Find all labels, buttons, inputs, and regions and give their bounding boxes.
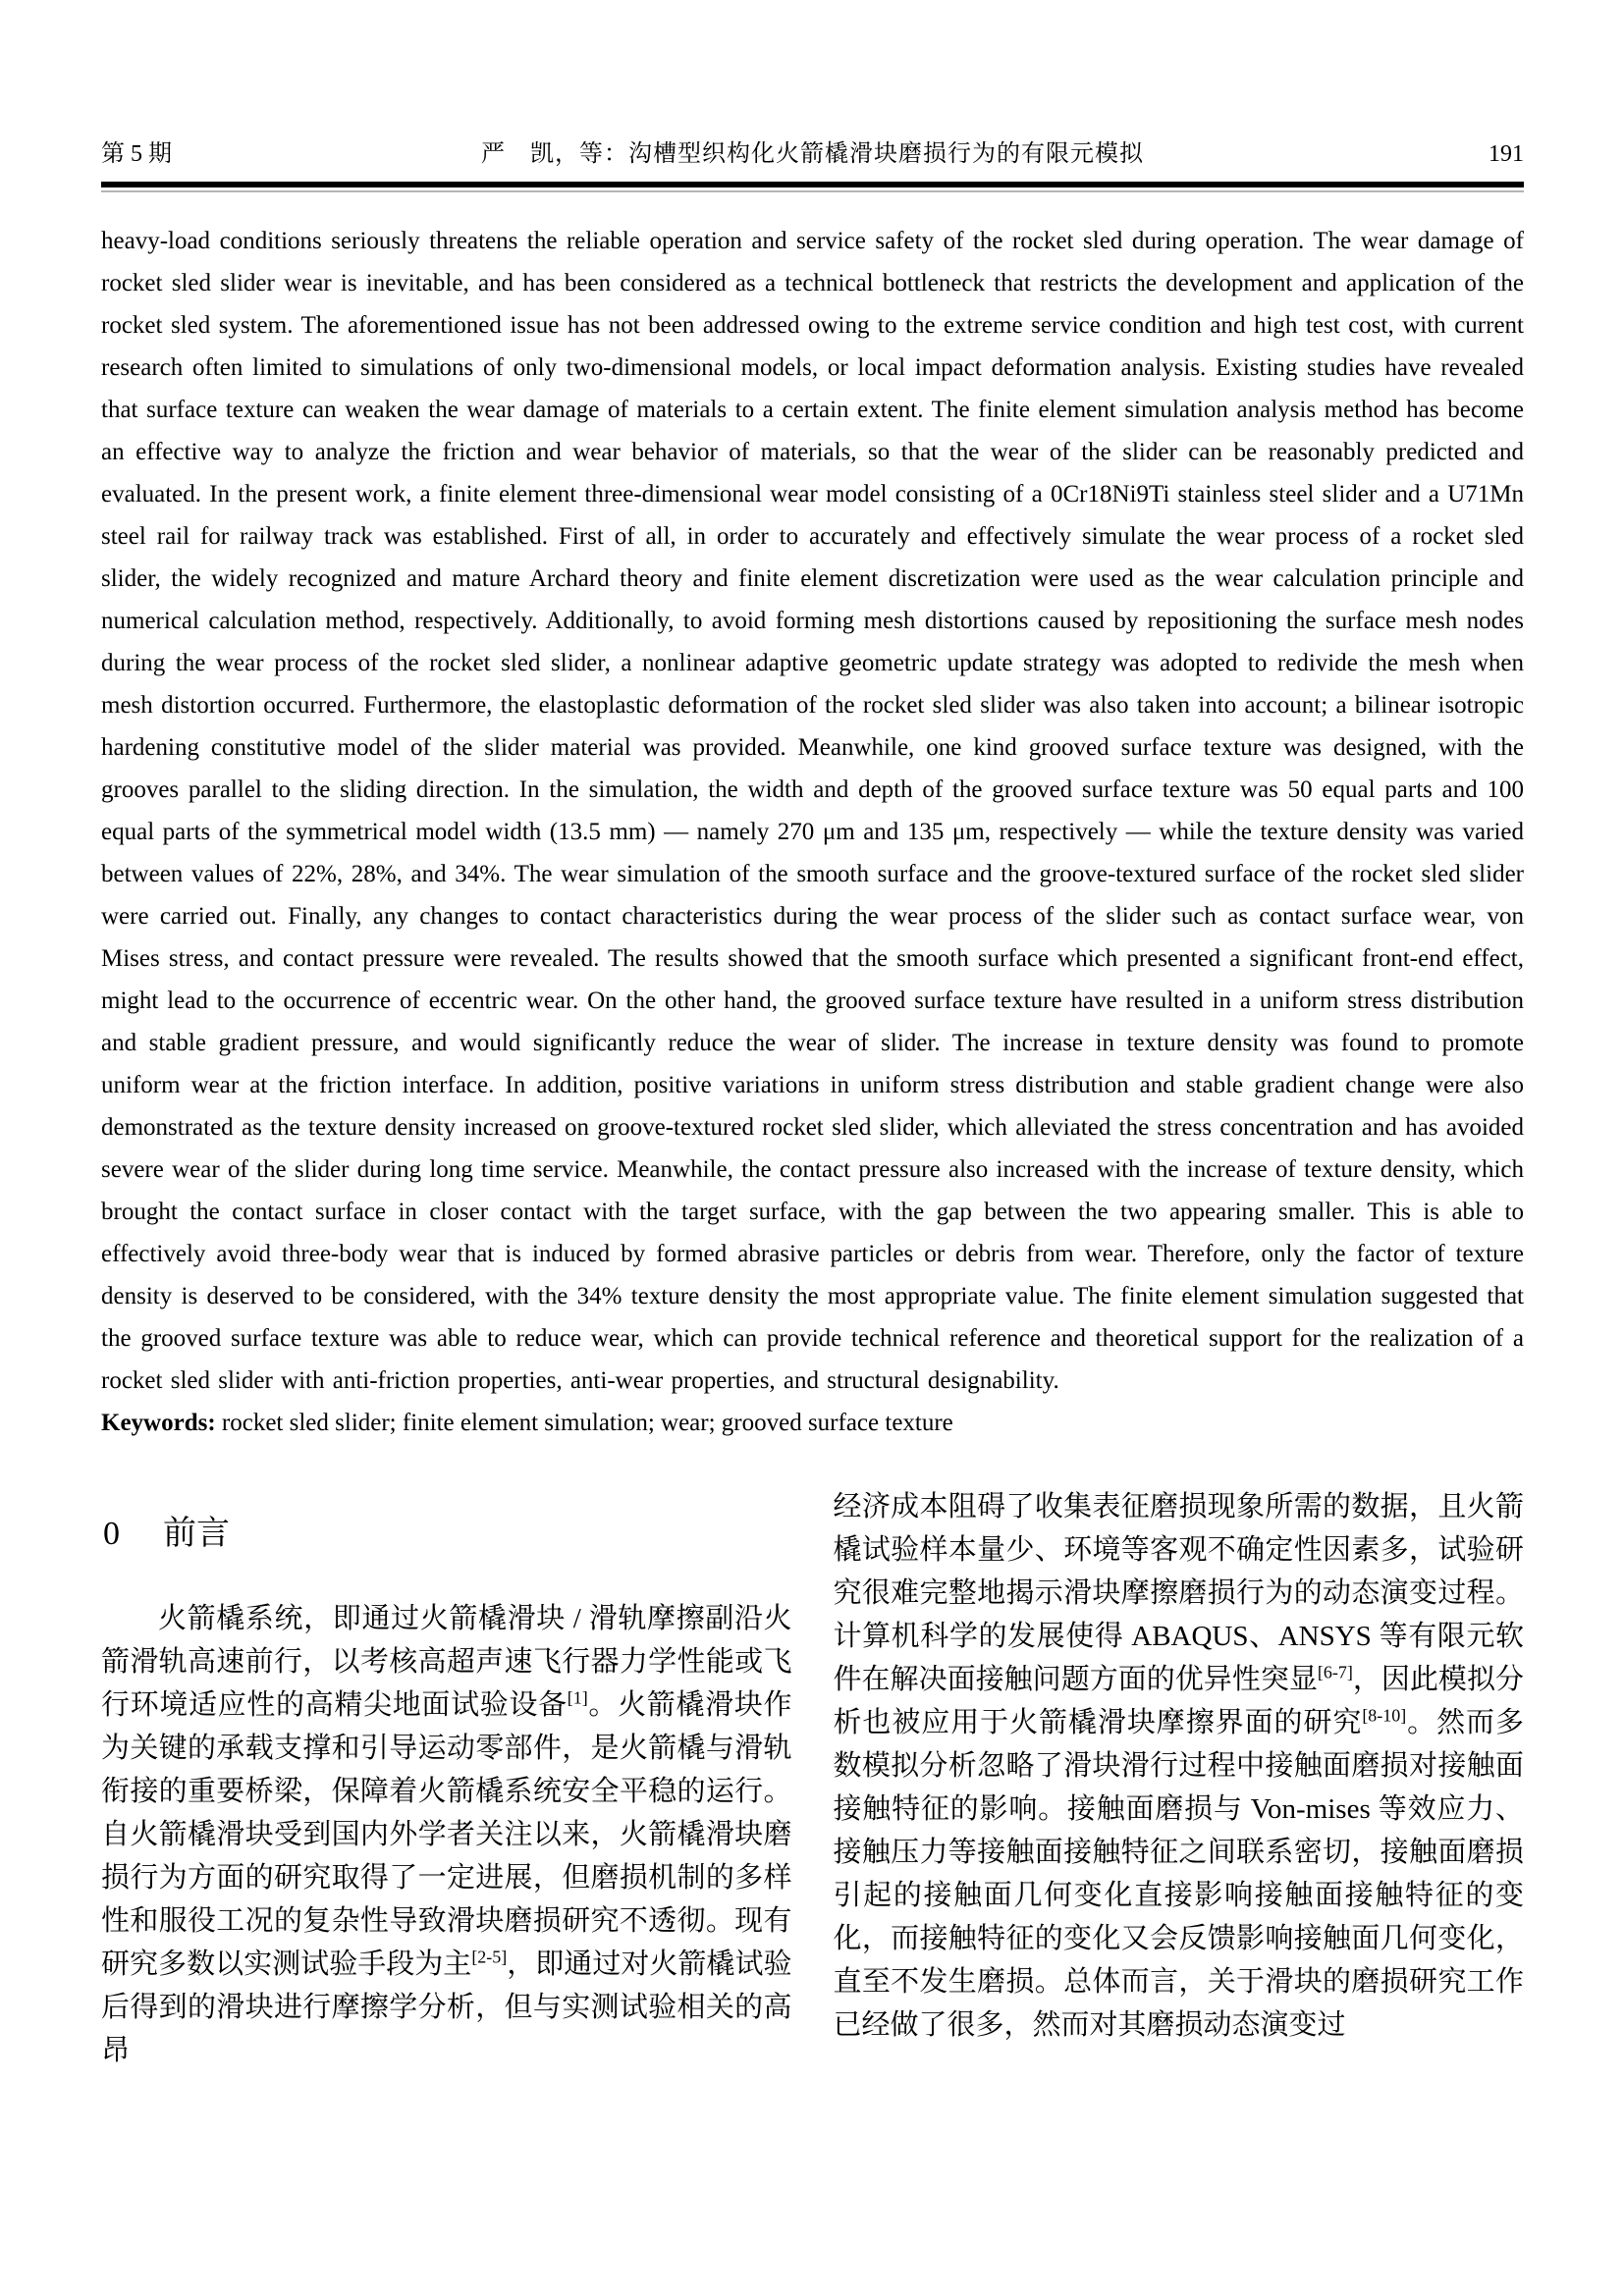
right-column <box>834 1485 1525 2072</box>
header-rule-thin <box>101 190 1524 192</box>
section-title: 前言 <box>163 1516 230 1552</box>
citation-superscript: [2-5] <box>471 1947 508 1967</box>
citation-superscript: [6-7] <box>1317 1662 1353 1682</box>
section-heading <box>103 1515 792 1554</box>
keywords-label: Keywords: <box>101 1410 216 1436</box>
keywords-text: rocket sled slider; finite element simulation; wear; grooved surface texture <box>215 1410 953 1436</box>
keywords-line <box>101 1402 1524 1444</box>
citation-superscript: [8-10] <box>1362 1705 1407 1726</box>
abstract-paragraph: heavy-load conditions seriously threatens the reliable operation and service safety of the rocket sled during operation. The wear damage of rocket sled slider wear is inevitable, and has been considered as a technical bottleneck that restricts the development and application of the rocket sled system. The aforementioned issue has not been addressed owing to the extreme service condition and high test cost, with current research often limited to simulations of only two-dimensional models, or local impact deformation analysis. Existing studies have revealed that surface texture can weaken the wear damage of materials to a certain extent. The finite element simulation analysis method has become an effective way to analyze the friction and wear behavior of materials, so that the wear of the slider can be reasonably predicted and evaluated. In the present work, a finite element three-dimensional wear model consisting of a 0Cr18Ni9Ti stainless steel slider and a U71Mn steel rail for railway track was established. First of all, in order to accurately and effectively simulate the wear process of a rocket sled slider, the widely recognized and mature Archard theory and finite element discretization were used as the wear calculation principle and numerical calculation method, respectively. Additionally, to avoid forming mesh distortions caused by repositioning the surface mesh nodes during the wear process of the rocket sled slider, a nonlinear adaptive geometric update strategy was adopted to redivide the mesh when mesh distortion occurred. Furthermore, the elastoplastic deformation of the rocket sled slider was also taken into account; a bilinear isotropic hardening constitutive model of the slider material was provided. Meanwhile, one kind grooved surface texture was designed, with the grooves parallel to the sliding direction. In the simulation, the width and depth of the grooved surface texture was 50 equal parts and 100 equal parts of the symmetrical model width (13.5 mm) — namely 270 μm and 135 μm, respectively — while the texture density was varied between values of 22%, 28%, and 34%. The wear simulation of the smooth surface and the groove-textured surface of the rocket sled slider were carried out. Finally, any changes to contact characteristics during the wear process of the slider such as contact surface wear, von Mises stress, and contact pressure were revealed. The results showed that the smooth surface which presented a significant front-end effect, might lead to the occurrence of eccentric wear. On the other hand, the grooved surface texture have resulted in a uniform stress distribution and stable gradient pressure, and would significantly reduce the wear of slider. The increase in texture density was found to promote uniform wear at the friction interface. In addition, positive variations in uniform stress distribution and stable gradient change were also demonstrated as the texture density increased on groove-textured rocket sled slider, which alleviated the stress concentration and has avoided severe wear of the slider during long time service. Meanwhile, the contact pressure also increased with the increase of texture density, which brought the contact surface in closer contact with the target surface, with the gap between the two appearing smaller. This is able to effectively avoid three-body wear that is induced by formed abrasive particles or debris from wear. Therefore, only the factor of texture density is deserved to be considered, with the 34% texture density the most appropriate value. The finite element simulation suggested that the grooved surface texture was able to reduce wear, which can provide technical reference and theoretical support for the realization of a rocket sled slider with anti-friction properties, anti-wear properties, and structural designability. <box>101 228 1524 1394</box>
header-rule-thick <box>101 182 1524 187</box>
header-issue: 第 5 期 <box>101 141 172 167</box>
intro-paragraph-left: 火箭橇系统，即通过火箭橇滑块 / 滑轨摩擦副沿火箭滑轨高速前行，以考核高超声速飞行器力学性能或飞行环境适应性的高精尖地面试验设备[1]。火箭橇滑块作为关键的承载支撑和引导运动零部件，是火箭橇与滑轨衔接的重要桥梁，保障着火箭橇系统安全平稳的运行。自火箭橇滑块受到国内外学者关注以来，火箭橇滑块磨损行为方面的研究取得了一定进展，但磨损机制的多样性和服役工况的复杂性导致滑块磨损研究不透彻。现有研究多数以实测试验手段为主[2-5]，即通过对火箭橇试验后得到的滑块进行摩擦学分析，但与实测试验相关的高昂 <box>101 1603 792 2066</box>
left-column <box>101 1485 792 2072</box>
header-page-number: 191 <box>1489 141 1524 167</box>
citation-superscript: [1] <box>567 1687 588 1708</box>
section-number: 0 <box>103 1516 120 1552</box>
page-header <box>101 140 1524 168</box>
intro-paragraph-right: 经济成本阻碍了收集表征磨损现象所需的数据，且火箭橇试验样本量少、环境等客观不确定性因素多，试验研究很难完整地揭示滑块摩擦磨损行为的动态演变过程。计算机科学的发展使得 ABAQUS、ANSYS 等有限元软件在解决面接触问题方面的优异性突显[6-7]，因此模拟分析也被应用于火箭橇滑块摩擦界面的研究[8-10]。然而多数模拟分析忽略了滑块滑行过程中接触面磨损对接触面接触特征的影响。接触面磨损与 Von-mises 等效应力、接触压力等接触面接触特征之间联系密切，接触面磨损引起的接触面几何变化直接影响接触面接触特征的变化，而接触特征的变化又会反馈影响接触面几何变化，直至不发生磨损。总体而言，关于滑块的磨损研究工作已经做了很多，然而对其磨损动态演变过 <box>833 1491 1524 2041</box>
header-running-title: 严 凯，等：沟槽型织构化火箭橇滑块磨损行为的有限元模拟 <box>481 141 1144 167</box>
two-column-body <box>101 1485 1524 2072</box>
